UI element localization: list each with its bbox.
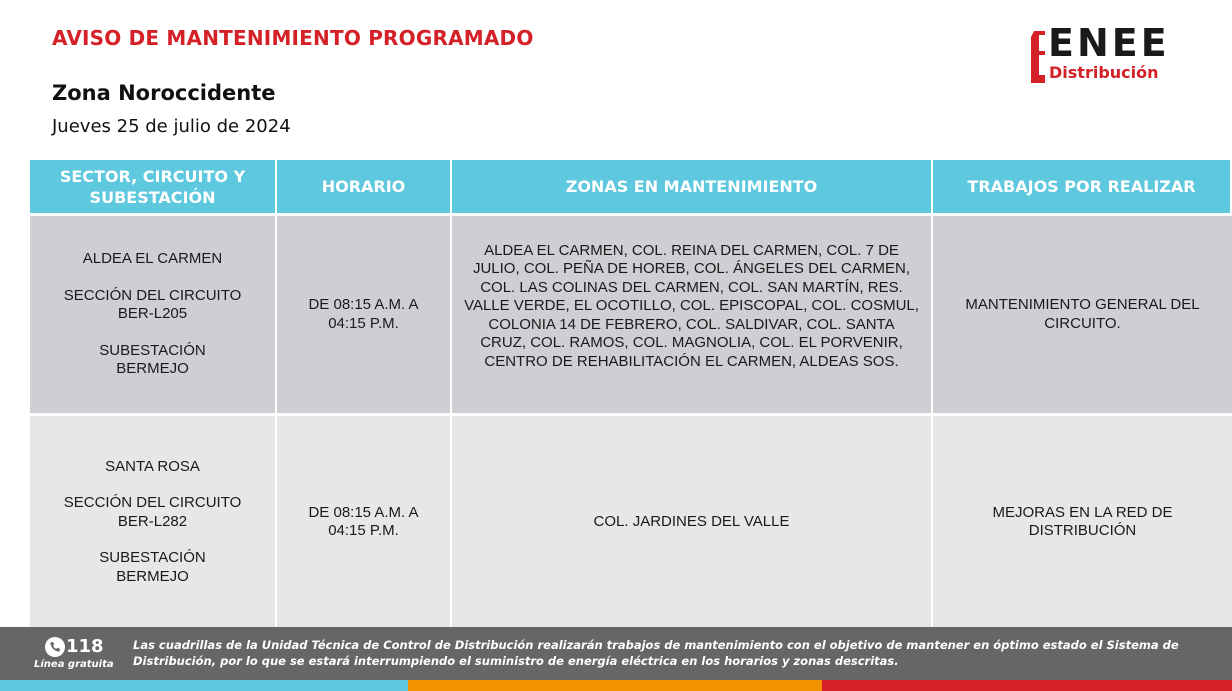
substation-name: SUBESTACIÓN BERMEJO <box>99 549 206 585</box>
logo-mark-icon <box>1031 31 1045 83</box>
zone-title: Zona Noroccidente <box>52 81 276 105</box>
zones-text: COL. JARDINES DEL VALLE <box>593 512 790 530</box>
zones-cell <box>452 216 933 416</box>
maintenance-table <box>30 160 1232 628</box>
header-schedule: HORARIO <box>277 160 452 216</box>
phone-number: 118 <box>66 636 104 657</box>
schedule-text: DE 08:15 A.M. A 04:15 P.M. <box>308 296 419 332</box>
stripe-red <box>822 680 1232 691</box>
stripe-blue <box>0 680 408 691</box>
notice-title: AVISO DE MANTENIMIENTO PROGRAMADO <box>52 26 534 50</box>
header-zones: ZONAS EN MANTENIMIENTO <box>452 160 933 216</box>
logo-name: ENEE <box>1048 21 1170 65</box>
circuit-name: SECCIÓN DEL CIRCUITO BER-L282 <box>63 494 242 530</box>
logo-subtitle: Distribución <box>1049 63 1159 82</box>
substation-name: SUBESTACIÓN BERMEJO <box>99 341 206 378</box>
work-cell <box>933 416 1232 628</box>
enee-logo <box>1028 21 1203 88</box>
header-work: TRABAJOS POR REALIZAR <box>933 160 1232 216</box>
schedule-cell <box>277 216 452 416</box>
date-line: Jueves 25 de julio de 2024 <box>52 116 291 137</box>
zones-cell <box>452 416 933 628</box>
schedule-text: DE 08:15 A.M. A 04:15 P.M. <box>308 503 419 539</box>
work-text: MEJORAS EN LA RED DE DISTRIBUCIÓN <box>992 503 1173 539</box>
circuit-name: SECCIÓN DEL CIRCUITO BER-L205 <box>63 286 242 323</box>
footer-text: Las cuadrillas de la Unidad Técnica de Control de Distribución realizarán trabajos de mantenimiento con el objetivo de mantener en óptimo estado el Sistema de Distribución, por lo que se estará interrumpiendo el suministro de energía eléctrica en los horarios y zonas descritas. <box>133 638 1179 668</box>
header-sector: SECTOR, CIRCUITO Y SUBESTACIÓN <box>30 160 277 216</box>
work-text: MANTENIMIENTO GENERAL DEL CIRCUITO. <box>965 296 1200 332</box>
footer-bar <box>0 627 1232 680</box>
zones-text: ALDEA EL CARMEN, COL. REINA DEL CARMEN, COL. 7 DE JULIO, COL. PEÑA DE HOREB, COL. ÁNGELES DEL CARMEN, COL. LAS COLINAS DEL CARMEN, COL. SAN MARTÍN, RES. VALLE VERDE, EL OCOTILLO, COL. EPISCOPAL, COL. COSMUL, COLONIA 14 DE FEBRERO, COL. SALDIVAR, COL. SANTA CRUZ, COL. RAMOS, COL. MAGNOLIA, COL. EL PORVENIR, CENTRO DE REHABILITACIÓN EL CARMEN, ALDEAS SOS. <box>464 241 919 370</box>
phone-icon <box>45 637 65 657</box>
stripe-orange <box>408 680 822 691</box>
sector-name: SANTA ROSA <box>105 457 200 475</box>
sector-cell <box>30 216 277 416</box>
phone-label: Línea gratuita <box>34 659 114 670</box>
sector-name: ALDEA EL CARMEN <box>82 250 223 268</box>
sector-cell <box>30 416 277 628</box>
work-cell <box>933 216 1232 416</box>
schedule-cell <box>277 416 452 628</box>
